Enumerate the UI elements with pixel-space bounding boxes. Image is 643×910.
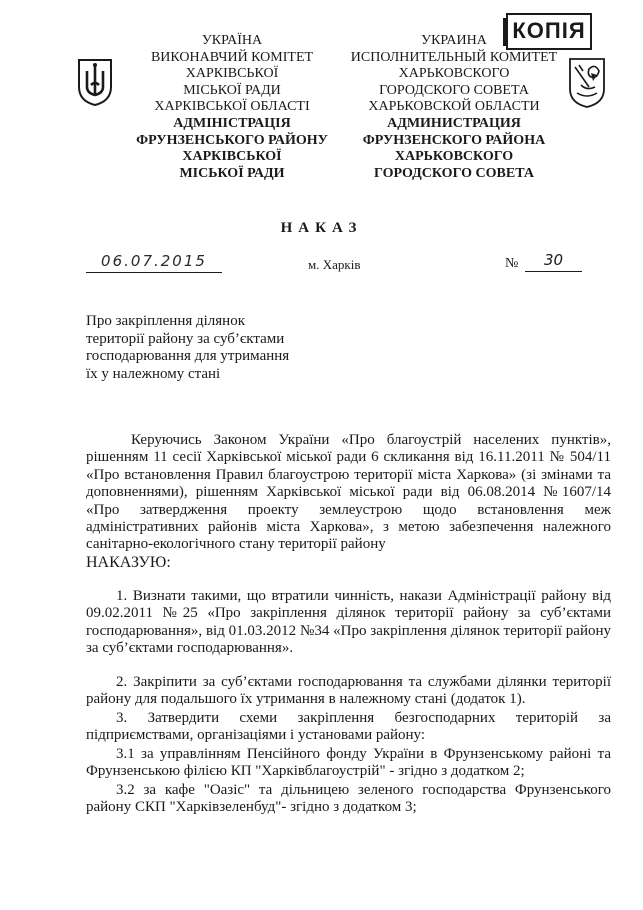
subject-line: території району за суб’єктами <box>86 330 285 347</box>
order-item-3-2: 3.2 за кафе "Оазіс" та дільницею зеленого господарства Фрунзенського району СКП "Харківзеленбуд"- згідно з додатком 3; <box>86 782 611 816</box>
subject-block <box>86 313 326 383</box>
header-left-line: МІСЬКОЇ РАДИ <box>183 82 281 98</box>
header-right-bold-line: ГОРОДСКОГО СОВЕТА <box>374 165 534 181</box>
subject-line: їх у належному стані <box>86 365 221 382</box>
header-left-bold-line: ФРУНЗЕНСЬКОГО РАЙОНУ <box>136 132 328 148</box>
header-left-line: УКРАЇНА <box>201 33 263 48</box>
header-left-bold-line: МІСЬКОЇ РАДИ <box>179 165 285 181</box>
header-right-bold-line: ХАРЬКОВСКОГО <box>394 149 514 165</box>
city-name: м. Харків <box>308 257 361 272</box>
header-right-bold-line: ФРУНЗЕНСКОГО РАЙОНА <box>362 132 546 148</box>
handwritten-number: 30 <box>525 249 582 272</box>
ukraine-coat-of-arms-icon <box>75 57 115 107</box>
number-label: № <box>505 256 519 271</box>
order-item-3-1: 3.1 за управлінням Пенсійного фонду України в Фрунзенському районі та Фрунзенською філією КП "Харківблагоустрій" - згідно з додатком 2; <box>86 746 611 780</box>
header-left-bold-line: АДМІНІСТРАЦІЯ <box>173 115 291 131</box>
header-right-column <box>342 33 566 182</box>
subject-line: Про закріплення ділянок <box>86 313 245 329</box>
copy-stamp: КОПІЯ <box>506 13 592 50</box>
header-right-line: ИСПОЛНИТЕЛЬНЫЙ КОМИТЕТ <box>350 49 558 65</box>
order-heading: НАКАЗУЮ: <box>86 554 171 571</box>
order-item-2: 2. Закріпити за суб’єктами господарювання та службами ділянки території району для подальшого їх утримання в належному стані (додаток 1). <box>86 674 611 708</box>
header-right-line: ХАРЬКОВСКОГО <box>398 66 510 82</box>
header-left-line: ХАРКІВСЬКОЇ ОБЛАСТІ <box>154 99 310 115</box>
handwritten-date: 06.07.2015 <box>86 250 222 273</box>
order-item-1: 1. Визнати такими, що втратили чинність, накази Адміністрації району від 09.02.2011 №25 «Про закріплення ділянок території району за суб’єктами господарювання», від 01.03.2012 №34 «Про закріплення ділянок території району за суб’єктами господарювання». <box>86 588 611 657</box>
header-right-line: ГОРОДСКОГО СОВЕТА <box>379 82 529 98</box>
document-title: НАКАЗ <box>280 220 363 236</box>
order-item-3: 3. Затвердити схеми закріплення безгосподарних територій за підприємствами, організаціями і установами району: <box>86 710 611 744</box>
header-right-line: УКРАИНА <box>421 33 487 48</box>
subject-line: господарювання для утримання <box>86 348 290 365</box>
preamble-paragraph: Керуючись Законом України «Про благоустрій населених пунктів», рішенням 11 сесії Харківської міської ради 6 скликання від 16.11.2011 № 504/11 «Про встановлення Правил благоустрою території міста Харкова» (зі змінами та доповненнями), рішенням Харківської міської ради від 06.08.2014 №1607/14 «Про затвердження проекту землеустрою щодо встановлення меж адміністративних районів міста Харкова», з метою забезпечення належного санітарно-екологічного стану території району <box>86 432 611 553</box>
header-right-line: ХАРЬКОВСКОЙ ОБЛАСТИ <box>368 99 540 115</box>
header-right-bold-line: АДМИНИСТРАЦИЯ <box>387 115 521 131</box>
header-left-line: ВИКОНАВЧИЙ КОМІТЕТ <box>150 49 314 65</box>
kharkiv-coat-of-arms-icon <box>567 57 607 109</box>
header-left-bold-line: ХАРКІВСЬКОЇ <box>182 149 282 165</box>
header-left-column <box>121 33 343 182</box>
header-left-line: ХАРКІВСЬКОЇ <box>185 66 279 82</box>
